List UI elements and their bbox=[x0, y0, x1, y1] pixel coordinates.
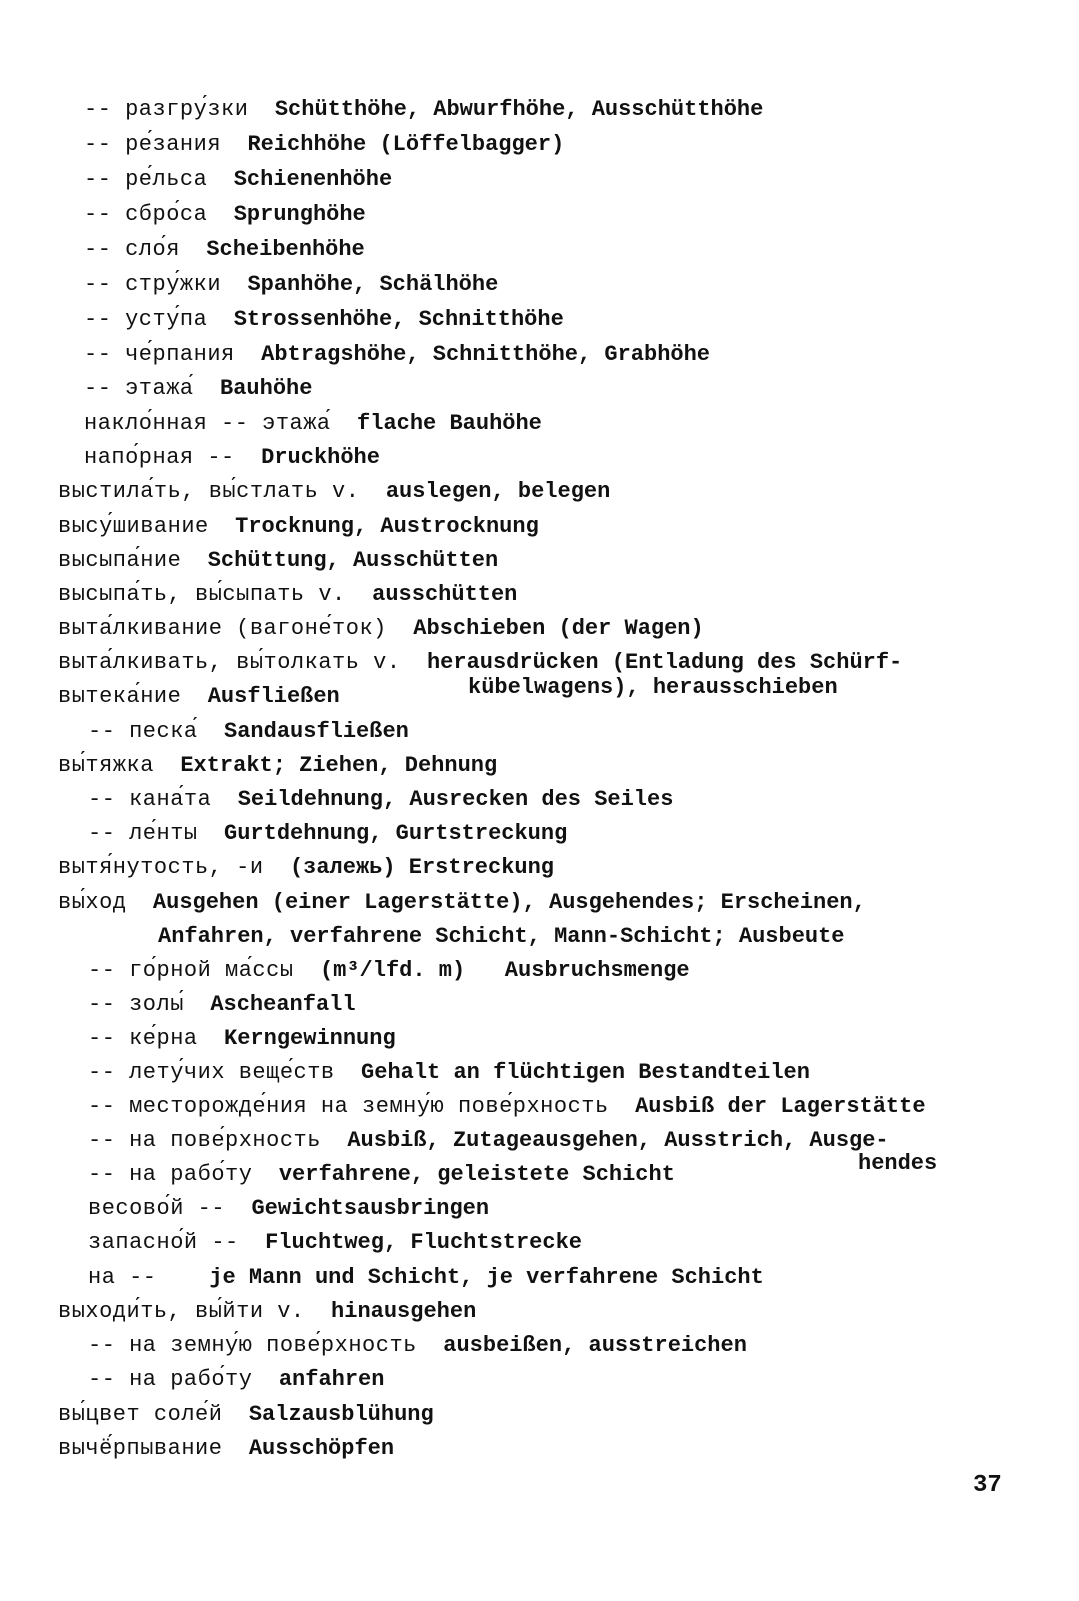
entry-term-ru: -- че́рпания bbox=[84, 342, 235, 367]
entry-row bbox=[88, 718, 409, 746]
continuation-line bbox=[858, 1150, 937, 1178]
entry-translation-de: Druckhöhe bbox=[261, 445, 380, 470]
entry-translation-de: Ausschöpfen bbox=[248, 1436, 395, 1461]
entry-term-ru: -- ре́зания bbox=[84, 132, 222, 157]
entry-row bbox=[84, 341, 710, 369]
entry-row bbox=[88, 1025, 396, 1053]
entry-term-ru: -- сло́я bbox=[84, 237, 180, 262]
entry-row bbox=[58, 683, 340, 711]
entry-row bbox=[58, 1435, 394, 1463]
entry-row bbox=[58, 513, 539, 541]
entry-row bbox=[88, 1229, 582, 1257]
entry-translation-de: Anfahren, verfahrene Schicht, Mann-Schicht; Ausbeute bbox=[158, 924, 845, 949]
entry-translation-de: Trocknung, Austrocknung bbox=[235, 514, 539, 539]
entry-row bbox=[84, 96, 763, 124]
entry-translation-de: Gurtdehnung, Gurtstreckung bbox=[224, 821, 568, 846]
entry-term-ru: выстила́ть, вы́стлать v. bbox=[58, 479, 360, 504]
entry-translation-de: Gewichtsausbringen bbox=[251, 1196, 490, 1221]
entry-row bbox=[88, 786, 673, 814]
entry-term-ru: вы́цвет соле́й bbox=[58, 1402, 223, 1427]
entry-term-ru: выта́лкивать, вы́толкать v. bbox=[58, 650, 401, 675]
entry-translation-de: (m³/lfd. m) Ausbruchsmenge bbox=[319, 958, 690, 983]
entry-translation-de: verfahrene, geleistete Schicht bbox=[278, 1162, 675, 1187]
entry-translation-de: Gehalt an flüchtigen Bestandteilen bbox=[361, 1060, 810, 1085]
entry-term-ru: -- сбро́са bbox=[84, 202, 208, 227]
entry-term-ru: -- этажа́ bbox=[84, 376, 194, 401]
entry-translation-de: Schienenhöhe bbox=[233, 167, 393, 192]
entry-row bbox=[84, 444, 380, 472]
entry-term-ru: высыпа́ние bbox=[58, 548, 182, 573]
entry-term-ru: -- песка́ bbox=[88, 719, 198, 744]
entry-term-ru: -- на земну́ю пове́рхность bbox=[88, 1333, 417, 1358]
entry-row bbox=[58, 1401, 434, 1429]
entry-term-ru: -- го́рной ма́ссы bbox=[88, 958, 294, 983]
entry-row bbox=[88, 1161, 675, 1189]
entry-row bbox=[88, 991, 356, 1019]
entry-translation-de: ausschütten bbox=[372, 582, 518, 607]
entry-row bbox=[84, 375, 312, 403]
entry-row bbox=[88, 957, 690, 985]
entry-translation-de: Strossenhöhe, Schnitthöhe bbox=[233, 307, 564, 332]
entry-translation-de: herausdrücken (Entladung des Schürf- bbox=[426, 650, 903, 675]
entry-translation-de: (залежь) Erstreckung bbox=[289, 855, 554, 880]
entry-translation-de: Ausgehen (einer Lagerstätte), Ausgehendes; Erscheinen, bbox=[152, 890, 866, 915]
entry-row bbox=[84, 410, 542, 438]
entry-term-ru: на -- bbox=[88, 1265, 157, 1290]
entry-row bbox=[58, 478, 610, 506]
entry-term-ru: вытя́нутость, -и bbox=[58, 855, 264, 880]
entry-translation-de: Reichhöhe (Löffelbagger) bbox=[247, 132, 565, 157]
entry-row bbox=[88, 1366, 384, 1394]
entry-term-ru: напо́рная -- bbox=[84, 445, 235, 470]
entry-translation-de: Abtragshöhe, Schnitthöhe, Grabhöhe bbox=[261, 342, 711, 367]
entry-term-ru: вычё́рпывание bbox=[58, 1436, 223, 1461]
entry-translation-de: Ausbiß der Lagerstätte bbox=[635, 1094, 926, 1119]
entry-translation-de: Sandausfließen bbox=[224, 719, 409, 744]
entry-row bbox=[84, 236, 365, 264]
entry-translation-de: Fluchtweg, Fluchtstrecke bbox=[265, 1230, 582, 1255]
entry-row bbox=[88, 1264, 764, 1292]
entry-row bbox=[84, 271, 498, 299]
entry-term-ru: -- усту́па bbox=[84, 307, 208, 332]
entry-row bbox=[58, 889, 866, 917]
entry-term-ru: накло́нная -- этажа́ bbox=[84, 411, 331, 436]
entry-translation-de: Schütthöhe, Abwurfhöhe, Ausschütthöhe bbox=[274, 97, 764, 122]
entry-row bbox=[84, 201, 366, 229]
entry-translation-de: Ausfließen bbox=[207, 684, 340, 709]
entry-term-ru: -- разгру́зки bbox=[84, 97, 249, 122]
entry-row bbox=[88, 820, 567, 848]
entry-term-ru: -- стру́жки bbox=[84, 272, 222, 297]
entry-term-ru: выходи́ть, вы́йти v. bbox=[58, 1299, 305, 1324]
entry-term-ru: -- на рабо́ту bbox=[88, 1367, 253, 1392]
entry-translation-de: Ausbiß, Zutageausgehen, Ausstrich, Ausge- bbox=[347, 1128, 889, 1153]
entry-term-ru: -- на пове́рхность bbox=[88, 1128, 321, 1153]
entry-row bbox=[84, 166, 392, 194]
page-number: 37 bbox=[973, 1472, 1002, 1499]
entry-translation-de: Schüttung, Ausschütten bbox=[207, 548, 499, 573]
entry-row bbox=[88, 1059, 810, 1087]
entry-translation-de: Sprunghöhe bbox=[233, 202, 366, 227]
entry-translation-de: flache Bauhöhe bbox=[357, 411, 542, 436]
entry-term-ru: весово́й -- bbox=[88, 1196, 226, 1221]
entry-translation-de: Seildehnung, Ausrecken des Seiles bbox=[237, 787, 674, 812]
entry-term-ru: -- золы́ bbox=[88, 992, 184, 1017]
entry-row bbox=[88, 1332, 747, 1360]
entry-term-ru: -- лету́чих веще́ств bbox=[88, 1060, 335, 1085]
entry-translation-de: Salzausblühung bbox=[248, 1402, 434, 1427]
entry-row bbox=[58, 854, 554, 882]
entry-term-ru: выта́лкивание (вагоне́ток) bbox=[58, 616, 387, 641]
entry-translation-de: Extrakt; Ziehen, Dehnung bbox=[180, 753, 498, 778]
entry-row bbox=[84, 306, 564, 334]
entry-translation-de: hendes bbox=[858, 1151, 938, 1176]
entry-row bbox=[158, 923, 845, 951]
entry-row bbox=[88, 1093, 926, 1121]
entry-row bbox=[88, 1127, 889, 1155]
continuation-line bbox=[468, 674, 838, 702]
entry-row bbox=[84, 131, 564, 159]
entry-row bbox=[58, 649, 902, 677]
entry-term-ru: запасно́й -- bbox=[88, 1230, 239, 1255]
entry-translation-de: auslegen, belegen bbox=[385, 479, 611, 504]
entry-term-ru: -- ле́нты bbox=[88, 821, 198, 846]
entry-translation-de: Spanhöhe, Schälhöhe bbox=[247, 272, 499, 297]
entry-translation-de: Abschieben (der Wagen) bbox=[413, 616, 704, 641]
entry-translation-de: je Mann und Schicht, je verfahrene Schicht bbox=[209, 1265, 764, 1290]
entry-translation-de: hinausgehen bbox=[331, 1299, 477, 1324]
entry-term-ru: высу́шивание bbox=[58, 514, 209, 539]
entry-term-ru: -- кана́та bbox=[88, 787, 212, 812]
entry-translation-de: Bauhöhe bbox=[220, 376, 313, 401]
entry-row bbox=[58, 581, 517, 609]
entry-translation-de: Ascheanfall bbox=[210, 992, 356, 1017]
entry-translation-de: ausbeißen, ausstreichen bbox=[443, 1333, 747, 1358]
entry-term-ru: -- ке́рна bbox=[88, 1026, 198, 1051]
entry-term-ru: вы́тяжка bbox=[58, 753, 154, 778]
entry-term-ru: вытека́ние bbox=[58, 684, 182, 709]
entry-translation-de: anfahren bbox=[278, 1367, 385, 1392]
entry-term-ru: высыпа́ть, вы́сыпать v. bbox=[58, 582, 346, 607]
entry-term-ru: -- месторожде́ния на земну́ю пове́рхность bbox=[88, 1094, 609, 1119]
entry-term-ru: -- ре́льса bbox=[84, 167, 208, 192]
entry-row bbox=[58, 752, 497, 780]
entry-term-ru: вы́ход bbox=[58, 890, 127, 915]
entry-term-ru: -- на рабо́ту bbox=[88, 1162, 253, 1187]
entry-translation-de: Scheibenhöhe bbox=[206, 237, 365, 262]
entry-row bbox=[58, 615, 704, 643]
entry-row bbox=[58, 547, 498, 575]
entry-row bbox=[88, 1195, 489, 1223]
entry-row bbox=[58, 1298, 476, 1326]
entry-translation-de: kübelwagens), herausschieben bbox=[468, 675, 838, 700]
entry-translation-de: Kerngewinnung bbox=[224, 1026, 396, 1051]
